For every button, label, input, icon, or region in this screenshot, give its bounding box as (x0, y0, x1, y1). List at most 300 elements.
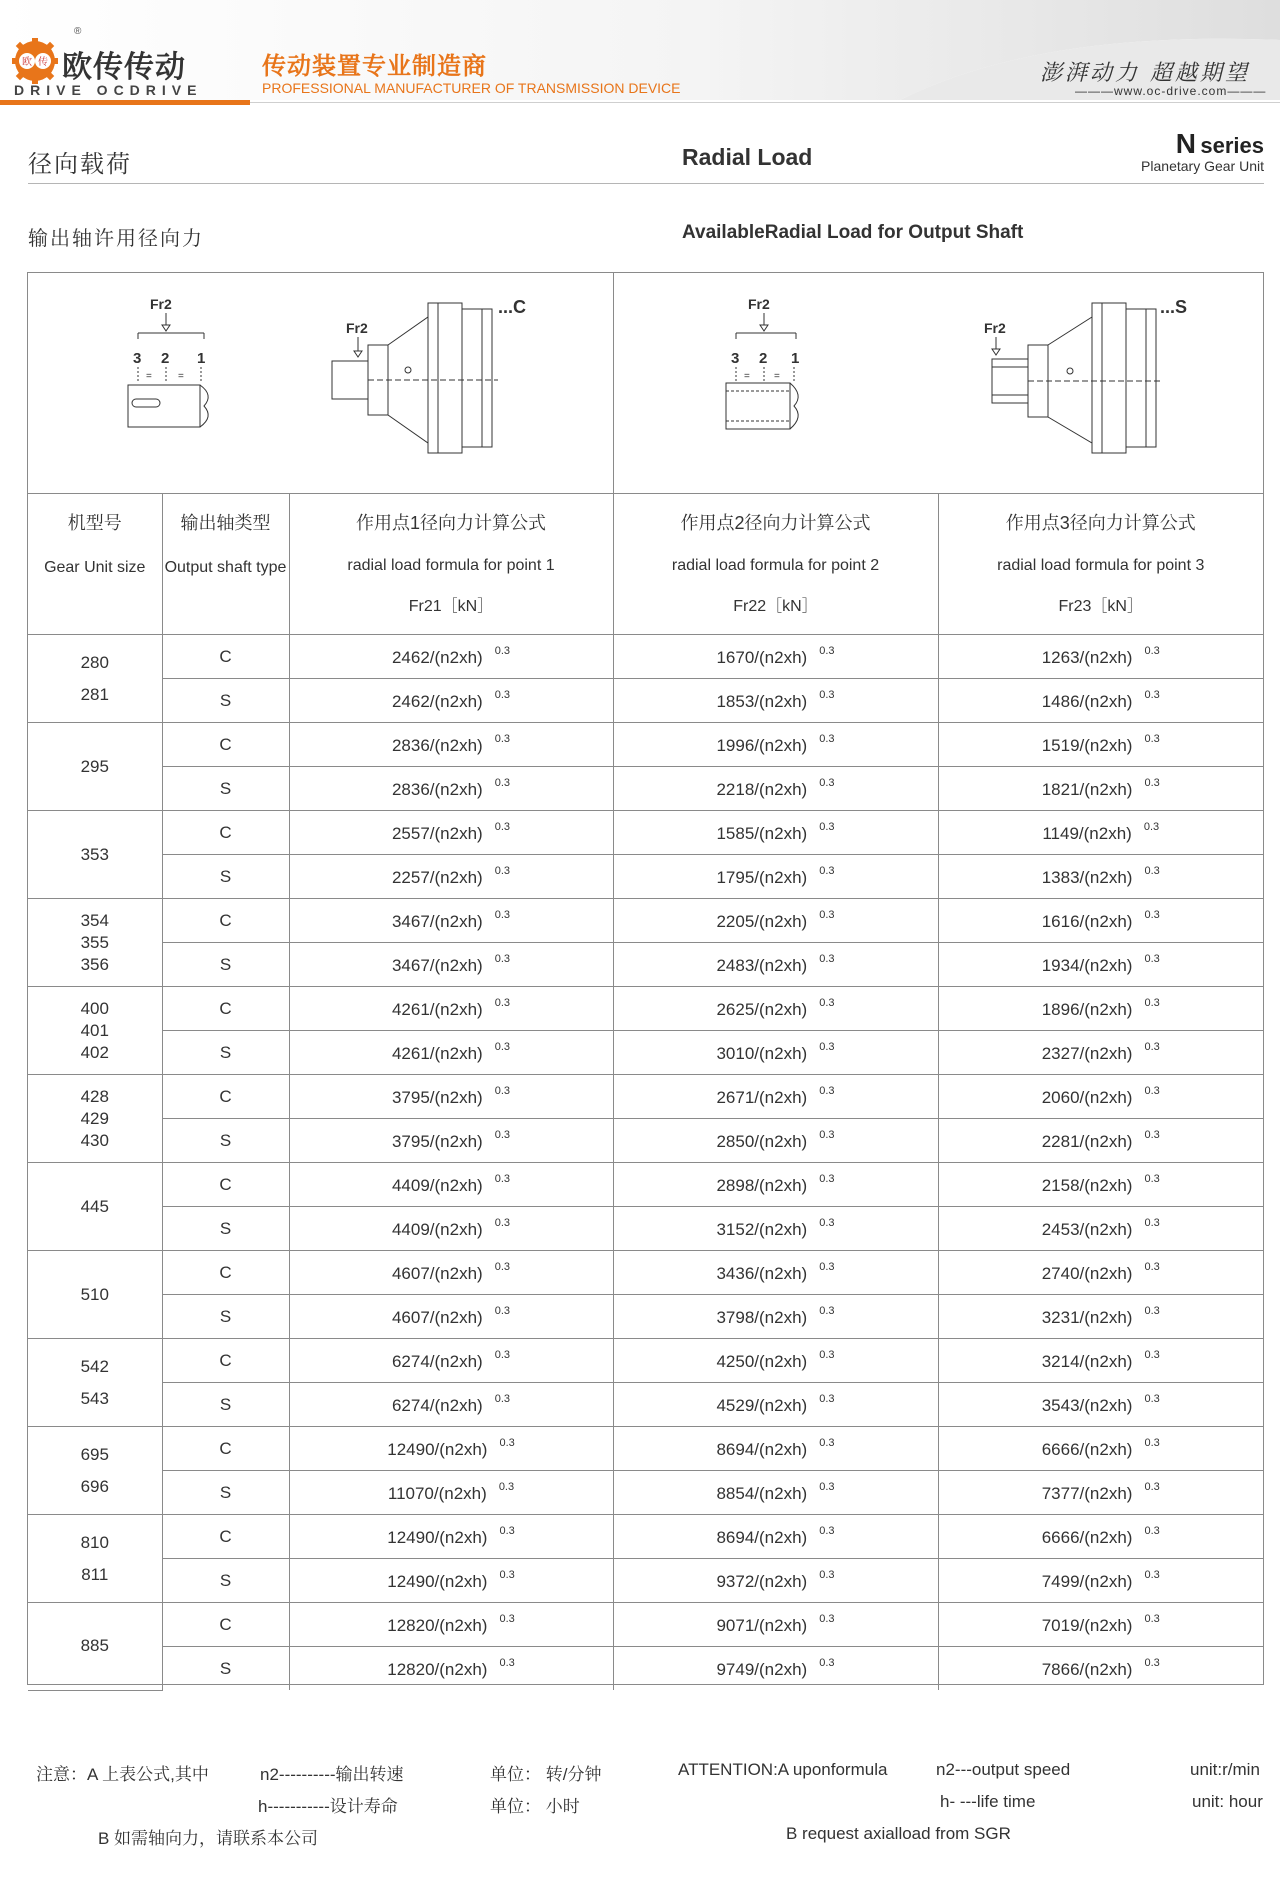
formula-coefficient: 2281 (1041, 1132, 1080, 1151)
formula-exponent: 0.3 (819, 1173, 835, 1185)
formula-coefficient: 1934 (1041, 956, 1080, 975)
section-subtitle-en: AvailableRadial Load for Output Shaft (682, 222, 1024, 243)
formula-exponent: 0.3 (1144, 1393, 1160, 1405)
formula-exponent: 0.3 (819, 953, 835, 965)
formula-coefficient: 2898 (716, 1176, 755, 1195)
formula-point-2 (613, 1251, 938, 1295)
registered-mark: ® (74, 26, 82, 37)
table-row (28, 811, 1263, 855)
shaft-type: S (162, 1119, 289, 1163)
formula-coefficient: 4607 (391, 1308, 430, 1327)
shaft-type: C (162, 1075, 289, 1119)
formula-coefficient: 1853 (716, 692, 755, 711)
formula-coefficient: 2625 (716, 1000, 755, 1019)
header-p1-cn: 作用点1径向力计算公式 (355, 513, 546, 533)
formula-exponent: 0.3 (499, 1657, 515, 1669)
formula-coefficient: 2257 (391, 868, 430, 887)
formula-exponent: 0.3 (819, 645, 835, 657)
formula-exponent: 0.3 (494, 1129, 511, 1141)
note-cn-n2: n2----------输出转速 (260, 1765, 404, 1784)
formula-denominator: /(n2xh) (754, 1088, 808, 1107)
formula-exponent: 0.3 (819, 1261, 835, 1273)
header-p3-en: radial load formula for point 3 (997, 557, 1205, 574)
formula-coefficient: 8854 (716, 1484, 755, 1503)
formula-denominator: /(n2xh) (754, 780, 808, 799)
formula-denominator: /(n2xh) (429, 1308, 483, 1327)
table-row (28, 1471, 1263, 1515)
size-value: 281 (80, 684, 109, 704)
formula-exponent: 0.3 (1143, 821, 1160, 833)
eq-mark-left: = (146, 371, 152, 382)
formula-exponent: 0.3 (819, 1437, 835, 1449)
series-word: series (1200, 133, 1264, 158)
series-sub: Planetary Gear Unit (1141, 158, 1264, 174)
notes-section (0, 1760, 1280, 1880)
table-row (28, 1427, 1263, 1471)
shaft-type: C (162, 899, 289, 943)
formula-coefficient: 9071 (716, 1616, 755, 1635)
logo-gear-icon (12, 38, 58, 84)
formula-coefficient: 8694 (716, 1440, 755, 1459)
table-row (28, 1339, 1263, 1383)
formula-denominator: /(n2xh) (754, 956, 808, 975)
formula-denominator: /(n2xh) (754, 1616, 808, 1635)
formula-exponent: 0.3 (819, 1305, 835, 1317)
formula-exponent: 0.3 (494, 733, 511, 745)
formula-coefficient: 6274 (391, 1352, 430, 1371)
size-value: 695 (80, 1444, 109, 1464)
header-size-cn: 机型号 (67, 513, 122, 533)
header-p3-cn: 作用点3径向力计算公式 (1005, 513, 1196, 533)
formula-denominator: /(n2xh) (1079, 1220, 1133, 1239)
formula-point-3 (938, 1031, 1263, 1075)
table-row (28, 1119, 1263, 1163)
formula-point-1 (289, 1207, 613, 1251)
point-2-label: 2 (161, 350, 170, 367)
formula-exponent: 0.3 (819, 1349, 835, 1361)
formula-coefficient: 6666 (1041, 1528, 1080, 1547)
note-en-unit-hour: unit: hour (1192, 1792, 1263, 1811)
formula-exponent: 0.3 (819, 1217, 835, 1229)
table-row (28, 635, 1263, 679)
formula-denominator: /(n2xh) (433, 1484, 487, 1503)
table-row (28, 943, 1263, 987)
gear-unit-size (28, 1163, 162, 1251)
formula-denominator: /(n2xh) (1079, 1528, 1133, 1547)
slogan-en: PROFESSIONAL MANUFACTURER OF TRANSMISSION DEVICE (262, 80, 681, 96)
title-rule (28, 183, 1264, 184)
formula-coefficient: 2557 (391, 824, 430, 843)
formula-coefficient: 3231 (1041, 1308, 1080, 1327)
formula-point-3 (938, 1647, 1263, 1691)
formula-denominator: /(n2xh) (754, 1528, 808, 1547)
formula-coefficient: 2327 (1041, 1044, 1080, 1063)
formula-coefficient: 2850 (716, 1132, 755, 1151)
formula-coefficient: 3467 (391, 956, 430, 975)
formula-exponent: 0.3 (1144, 1041, 1160, 1053)
formula-denominator: /(n2xh) (429, 1000, 483, 1019)
formula-denominator: /(n2xh) (754, 1396, 808, 1415)
size-value: 401 (80, 1020, 109, 1040)
formula-point-2 (613, 1339, 938, 1383)
formula-denominator: /(n2xh) (429, 824, 483, 843)
formula-denominator: /(n2xh) (1079, 1352, 1133, 1371)
note-en-label: ATTENTION:A uponformula (678, 1760, 888, 1779)
formula-exponent: 0.3 (819, 733, 835, 745)
website: ———www.oc-drive.com——— (1075, 84, 1267, 98)
formula-exponent: 0.3 (494, 953, 511, 965)
formula-coefficient: 12820 (387, 1660, 435, 1679)
formula-point-3 (938, 1559, 1263, 1603)
header-size-en: Gear Unit size (44, 559, 146, 576)
formula-denominator: /(n2xh) (1079, 1484, 1133, 1503)
formula-denominator: /(n2xh) (429, 1132, 483, 1151)
formula-point-2 (613, 943, 938, 987)
note-cn-unit-speed: 单位： 转/分钟 (490, 1765, 602, 1784)
eq-mark-right: = (178, 371, 184, 382)
formula-point-3 (938, 1163, 1263, 1207)
formula-point-2 (613, 1559, 938, 1603)
size-value: 353 (80, 844, 109, 864)
formula-exponent: 0.3 (494, 1173, 511, 1185)
size-value: 402 (80, 1042, 109, 1062)
formula-point-3 (938, 1119, 1263, 1163)
formula-exponent: 0.3 (819, 1041, 835, 1053)
formula-point-3 (938, 855, 1263, 899)
formula-exponent: 0.3 (499, 1613, 515, 1625)
table-row (28, 767, 1263, 811)
shaft-type: S (162, 855, 289, 899)
table-row (28, 1251, 1263, 1295)
header-type-en: Output shaft type (164, 559, 287, 576)
formula-coefficient: 1585 (716, 824, 755, 843)
header-p1-en: radial load formula for point 1 (347, 557, 555, 574)
formula-denominator: /(n2xh) (1079, 1308, 1133, 1327)
formula-coefficient: 1670 (716, 648, 755, 667)
formula-denominator: /(n2xh) (754, 1572, 808, 1591)
formula-denominator: /(n2xh) (1079, 1176, 1133, 1195)
formula-exponent: 0.3 (1144, 1437, 1160, 1449)
size-value: 428 (80, 1086, 109, 1106)
shaft-type: S (162, 679, 289, 723)
formula-point-3 (938, 899, 1263, 943)
formula-coefficient: 2453 (1041, 1220, 1080, 1239)
formula-coefficient: 3795 (391, 1132, 430, 1151)
formula-coefficient: 3010 (716, 1044, 755, 1063)
formula-point-1 (289, 811, 613, 855)
header-type (162, 493, 289, 635)
type-suffix: ...C (498, 297, 527, 317)
formula-denominator: /(n2xh) (1078, 824, 1132, 843)
formula-denominator: /(n2xh) (1079, 1088, 1133, 1107)
formula-point-1 (289, 635, 613, 679)
formula-point-3 (938, 767, 1263, 811)
formula-denominator: /(n2xh) (754, 912, 808, 931)
logo-glyph-left: 欧 (22, 57, 32, 68)
table-row (28, 1031, 1263, 1075)
shaft-type: C (162, 1339, 289, 1383)
formula-coefficient: 2462 (391, 648, 430, 667)
table-row (28, 723, 1263, 767)
gear-unit-size (28, 1075, 162, 1163)
series-label (1141, 128, 1264, 174)
formula-coefficient: 1795 (716, 868, 755, 887)
formula-exponent: 0.3 (498, 1481, 515, 1493)
formula-denominator: /(n2xh) (754, 1132, 808, 1151)
formula-denominator: /(n2xh) (434, 1528, 488, 1547)
formula-denominator: /(n2xh) (754, 648, 808, 667)
header-p3-unit: Fr23［kN］ (1058, 598, 1143, 615)
formula-point-1 (289, 1603, 613, 1647)
table-body (28, 635, 1263, 1691)
header-size (28, 493, 162, 635)
formula-point-1 (289, 1075, 613, 1119)
formula-point-2 (613, 635, 938, 679)
formula-exponent: 0.3 (819, 1481, 835, 1493)
formula-denominator: /(n2xh) (1079, 1000, 1133, 1019)
formula-coefficient: 2483 (716, 956, 755, 975)
formula-point-2 (613, 1031, 938, 1075)
series-letter: N (1175, 128, 1196, 159)
formula-point-1 (289, 1339, 613, 1383)
formula-coefficient: 9749 (716, 1660, 755, 1679)
formula-coefficient: 1996 (716, 736, 755, 755)
size-value: 356 (80, 954, 109, 974)
formula-denominator: /(n2xh) (754, 868, 808, 887)
formula-denominator: /(n2xh) (1079, 912, 1133, 931)
formula-coefficient: 6666 (1041, 1440, 1080, 1459)
formula-point-3 (938, 1207, 1263, 1251)
size-value: 810 (80, 1532, 109, 1552)
formula-coefficient: 2205 (716, 912, 755, 931)
formula-coefficient: 1383 (1041, 868, 1080, 887)
size-value: 885 (80, 1636, 109, 1656)
point-1-label: 1 (791, 350, 800, 367)
formula-denominator: /(n2xh) (429, 692, 483, 711)
formula-exponent: 0.3 (819, 1085, 835, 1097)
formula-denominator: /(n2xh) (429, 1220, 483, 1239)
formula-exponent: 0.3 (819, 997, 835, 1009)
gear-unit-size (28, 899, 162, 987)
header-point-2 (613, 493, 938, 635)
formula-denominator: /(n2xh) (1079, 648, 1133, 667)
formula-denominator: /(n2xh) (429, 1264, 483, 1283)
shaft-type: C (162, 1251, 289, 1295)
shaft-type: S (162, 1295, 289, 1339)
formula-denominator: /(n2xh) (1079, 1264, 1133, 1283)
formula-coefficient: 7377 (1041, 1484, 1080, 1503)
shaft-type: S (162, 767, 289, 811)
shaft-force-label: Fr2 (984, 320, 1006, 336)
formula-denominator: /(n2xh) (754, 692, 808, 711)
formula-coefficient: 12820 (387, 1616, 435, 1635)
formula-coefficient: 2740 (1041, 1264, 1080, 1283)
shaft-type: C (162, 1163, 289, 1207)
point-3-label: 3 (731, 350, 740, 367)
formula-exponent: 0.3 (499, 1437, 515, 1449)
formula-point-1 (289, 899, 613, 943)
formula-denominator: /(n2xh) (1079, 1660, 1133, 1679)
formula-coefficient: 3214 (1041, 1352, 1080, 1371)
formula-denominator: /(n2xh) (429, 1396, 483, 1415)
formula-coefficient: 1896 (1041, 1000, 1080, 1019)
formula-point-1 (289, 1427, 613, 1471)
force-label: Fr2 (748, 296, 770, 312)
formula-point-3 (938, 1295, 1263, 1339)
formula-exponent: 0.3 (494, 645, 511, 657)
table-row (28, 1295, 1263, 1339)
gear-unit-size (28, 1603, 162, 1691)
formula-exponent: 0.3 (494, 865, 511, 877)
note-en-h: h- ---life time (940, 1792, 1036, 1811)
formula-denominator: /(n2xh) (754, 1264, 808, 1283)
formula-exponent: 0.3 (494, 1085, 511, 1097)
gear-unit-size (28, 1515, 162, 1603)
table-row (28, 987, 1263, 1031)
header-divider (250, 102, 1280, 103)
formula-point-1 (289, 1119, 613, 1163)
size-value: 430 (80, 1130, 109, 1150)
formula-exponent: 0.3 (1144, 1129, 1160, 1141)
formula-denominator: /(n2xh) (754, 1484, 808, 1503)
formula-exponent: 0.3 (499, 1569, 515, 1581)
formula-coefficient: 1486 (1041, 692, 1080, 711)
size-value: 542 (80, 1356, 109, 1376)
diagram-s-type (614, 273, 1264, 493)
eq-mark-left: = (744, 371, 750, 382)
formula-denominator: /(n2xh) (429, 1352, 483, 1371)
size-value: 811 (81, 1564, 109, 1584)
table-row (28, 1559, 1263, 1603)
gear-unit-size (28, 811, 162, 899)
note-en-unit-speed: unit:r/min (1190, 1760, 1260, 1779)
formula-point-2 (613, 1075, 938, 1119)
brand-name-en: DRIVE OCDRIVE (14, 82, 203, 98)
formula-denominator: /(n2xh) (754, 736, 808, 755)
formula-denominator: /(n2xh) (434, 1440, 488, 1459)
formula-exponent: 0.3 (819, 821, 835, 833)
header-p2-en: radial load formula for point 2 (671, 557, 880, 574)
formula-exponent: 0.3 (1144, 1261, 1160, 1273)
motto: 澎湃动力 超越期望 (1040, 61, 1250, 86)
formula-exponent: 0.3 (819, 909, 835, 921)
point-1-label: 1 (197, 350, 206, 367)
type-suffix: ...S (1160, 297, 1188, 317)
shaft-type: S (162, 943, 289, 987)
page-header (0, 0, 1280, 110)
size-value: 445 (80, 1196, 109, 1216)
formula-point-3 (938, 1471, 1263, 1515)
formula-coefficient: 4409 (391, 1220, 430, 1239)
formula-exponent: 0.3 (494, 1305, 511, 1317)
page-title-en: Radial Load (682, 144, 813, 170)
formula-coefficient: 2836 (391, 780, 430, 799)
shaft-type: C (162, 811, 289, 855)
formula-exponent: 0.3 (1144, 953, 1160, 965)
table-row (28, 1207, 1263, 1251)
formula-exponent: 0.3 (494, 777, 511, 789)
formula-exponent: 0.3 (1144, 777, 1160, 789)
formula-exponent: 0.3 (819, 1613, 835, 1625)
formula-denominator: /(n2xh) (429, 956, 483, 975)
formula-coefficient: 4261 (391, 1044, 430, 1063)
formula-point-3 (938, 943, 1263, 987)
shaft-type: C (162, 635, 289, 679)
formula-exponent: 0.3 (1144, 1657, 1160, 1669)
formula-denominator: /(n2xh) (429, 648, 483, 667)
formula-coefficient: 3543 (1041, 1396, 1080, 1415)
formula-point-2 (613, 1603, 938, 1647)
formula-coefficient: 4529 (716, 1396, 755, 1415)
note-cn-b: B 如需轴向力，请联系本公司 (98, 1829, 319, 1848)
note-en-n2: n2---output speed (936, 1760, 1071, 1779)
formula-denominator: /(n2xh) (1079, 1396, 1133, 1415)
size-value: 280 (80, 652, 109, 672)
point-3-label: 3 (133, 350, 142, 367)
formula-exponent: 0.3 (1144, 997, 1160, 1009)
shaft-type: S (162, 1647, 289, 1691)
formula-point-3 (938, 987, 1263, 1031)
section-subtitle-cn: 输出轴许用径向力 (28, 228, 204, 250)
formula-coefficient: 3795 (391, 1088, 430, 1107)
formula-point-1 (289, 1295, 613, 1339)
formula-exponent: 0.3 (1144, 689, 1160, 701)
formula-exponent: 0.3 (1144, 1613, 1160, 1625)
formula-point-1 (289, 1383, 613, 1427)
formula-exponent: 0.3 (819, 689, 835, 701)
shaft-type: C (162, 1427, 289, 1471)
formula-point-3 (938, 1075, 1263, 1119)
table-row (28, 679, 1263, 723)
shaft-type: S (162, 1383, 289, 1427)
formula-point-3 (938, 1251, 1263, 1295)
formula-coefficient: 1519 (1041, 736, 1080, 755)
formula-point-2 (613, 811, 938, 855)
formula-point-3 (938, 1383, 1263, 1427)
formula-point-3 (938, 635, 1263, 679)
table-row (28, 1515, 1263, 1559)
shaft-type: S (162, 1207, 289, 1251)
formula-point-1 (289, 943, 613, 987)
formula-denominator: /(n2xh) (754, 1308, 808, 1327)
formula-denominator: /(n2xh) (754, 1352, 808, 1371)
header-point-1 (289, 493, 613, 635)
formula-coefficient: 3798 (716, 1308, 755, 1327)
formula-denominator: /(n2xh) (1079, 1440, 1133, 1459)
table-row (28, 1075, 1263, 1119)
formula-coefficient: 11070 (387, 1484, 434, 1503)
formula-coefficient: 7866 (1041, 1660, 1080, 1679)
formula-coefficient: 7499 (1041, 1572, 1080, 1591)
formula-coefficient: 8694 (716, 1528, 755, 1547)
formula-exponent: 0.3 (494, 1349, 511, 1361)
formula-denominator: /(n2xh) (1079, 692, 1133, 711)
table-row (28, 855, 1263, 899)
formula-exponent: 0.3 (819, 1129, 835, 1141)
formula-point-1 (289, 679, 613, 723)
note-cn-h: h-----------设计寿命 (258, 1797, 398, 1816)
formula-exponent: 0.3 (1144, 645, 1160, 657)
formula-exponent: 0.3 (1144, 733, 1160, 745)
formula-denominator: /(n2xh) (1079, 1044, 1133, 1063)
formula-point-3 (938, 723, 1263, 767)
formula-denominator: /(n2xh) (1079, 868, 1133, 887)
formula-point-2 (613, 767, 938, 811)
shaft-type: C (162, 987, 289, 1031)
note-en-b: B request axialload from SGR (786, 1824, 1011, 1843)
formula-point-1 (289, 1471, 613, 1515)
logo-glyph-right: 传 (38, 57, 48, 68)
